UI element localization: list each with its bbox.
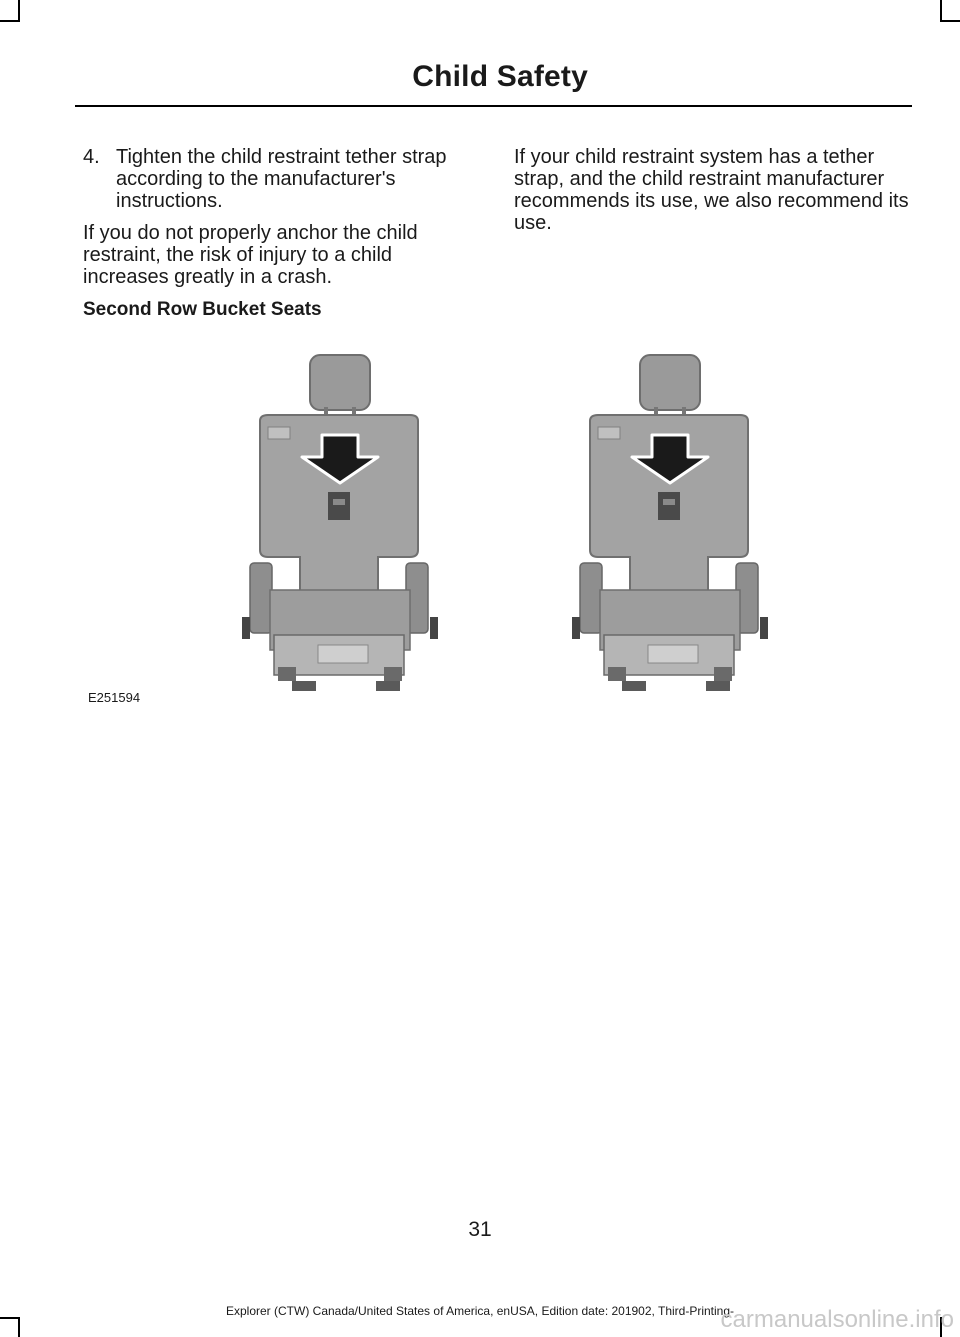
crop-mark	[18, 1317, 20, 1337]
warning-paragraph: If you do not properly anchor the child restraint, the risk of injury to a child increases greatly in a crash.	[83, 222, 418, 288]
page-number: 31	[468, 1218, 492, 1241]
left-column	[83, 146, 483, 321]
crop-mark	[940, 0, 942, 22]
footer-text: Explorer (CTW) Canada/United States of America, enUSA, Edition date: 201902, Third-Printing-	[225, 1304, 735, 1318]
crop-mark	[18, 0, 20, 22]
bucket-seats-diagram	[83, 335, 783, 725]
step-number: 4.	[83, 146, 100, 168]
crop-mark	[940, 20, 960, 22]
right-seat	[572, 355, 768, 691]
watermark: carmanualsonline.info	[720, 1306, 954, 1333]
instruction-step	[83, 146, 483, 212]
page-title: Child Safety	[412, 60, 588, 93]
section-subheading: Second Row Bucket Seats	[83, 299, 322, 320]
recommendation-paragraph: If your child restraint system has a tether strap, and the child restraint manufacturer recommends its use, we also recommend its use.	[514, 146, 909, 234]
left-seat	[242, 355, 438, 691]
header-rule	[75, 105, 912, 107]
step-text: Tighten the child restraint tether strap according to the manufacturer's instructions.	[116, 146, 447, 212]
right-column	[514, 146, 909, 245]
crop-mark	[0, 20, 20, 22]
seat-illustration	[83, 335, 783, 725]
figure-code: E251594	[88, 690, 141, 705]
